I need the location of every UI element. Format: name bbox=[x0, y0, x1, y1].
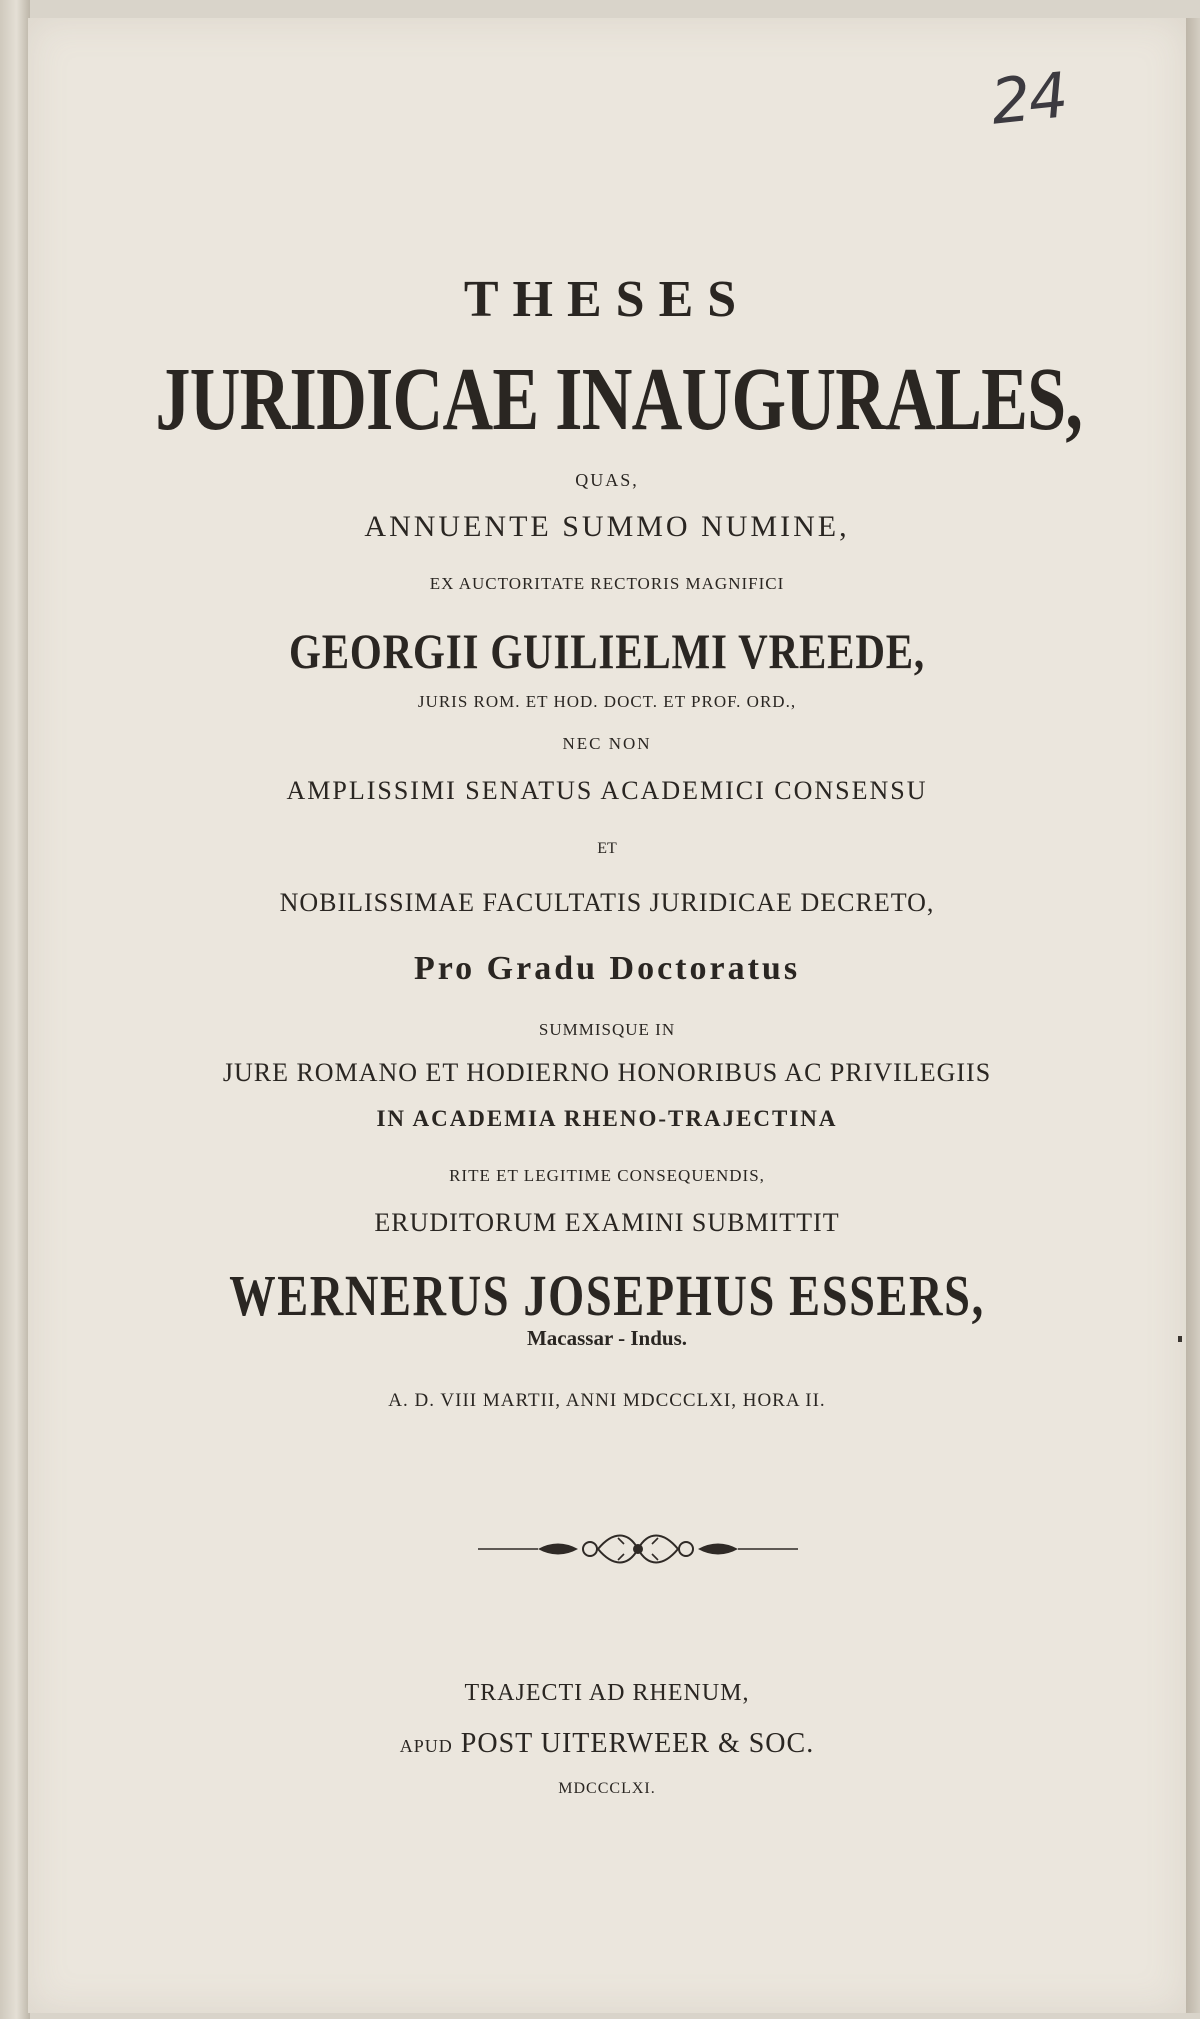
author-origin: Macassar - Indus. bbox=[526, 1326, 688, 1350]
title-theses: THESES bbox=[463, 271, 751, 328]
rector-name: GEORGII GUILIELMI VREEDE, bbox=[288, 623, 926, 679]
margin-mark bbox=[1178, 1336, 1182, 1342]
line-et: ET bbox=[597, 840, 617, 857]
imprint-place: TRAJECTI AD RHENUM, bbox=[464, 1680, 750, 1706]
line-nec-non: NEC NON bbox=[562, 734, 652, 753]
line-senatus: AMPLISSIMI SENATUS ACADEMICI CONSENSU bbox=[286, 776, 928, 805]
line-rite: RITE ET LEGITIME CONSEQUENDIS, bbox=[449, 1166, 765, 1185]
line-jure: JURE ROMANO ET HODIERNO HONORIBUS AC PRIVILEGIIS bbox=[222, 1058, 992, 1087]
line-quas: QUAS, bbox=[575, 470, 639, 490]
imprint-publisher: POST UITERWEER & SOC. bbox=[460, 1728, 815, 1759]
book-spine bbox=[0, 0, 30, 2019]
line-ex-auctoritate: EX AUCTORITATE RECTORIS MAGNIFICI bbox=[429, 574, 785, 593]
line-eruditorum: ERUDITORUM EXAMINI SUBMITTIT bbox=[374, 1208, 840, 1237]
author-name: WERNERUS JOSEPHUS ESSERS, bbox=[229, 1263, 985, 1328]
typographic-ornament bbox=[478, 1526, 798, 1572]
line-pro-gradu: Pro Gradu Doctoratus bbox=[413, 950, 801, 987]
rector-title: JURIS ROM. ET HOD. DOCT. ET PROF. ORD., bbox=[417, 692, 797, 711]
defense-date: A. D. VIII MARTII, ANNI MDCCCLXI, HORA II. bbox=[388, 1390, 826, 1411]
imprint-year: MDCCCLXI. bbox=[558, 1780, 656, 1797]
handwritten-shelfmark: 24 bbox=[987, 58, 1070, 139]
line-summisque: SUMMISQUE IN bbox=[538, 1020, 676, 1039]
line-facultatis: NOBILISSIMAE FACULTATIS JURIDICAE DECRETO, bbox=[279, 888, 935, 917]
line-annuente: ANNUENTE SUMMO NUMINE, bbox=[364, 510, 850, 543]
imprint-publisher-line bbox=[28, 1728, 1186, 1760]
title-juridicae: JURIDICAE INAUGURALES, bbox=[155, 350, 1083, 449]
imprint-apud: APUD bbox=[399, 1736, 453, 1756]
line-academia: IN ACADEMIA RHENO-TRAJECTINA bbox=[376, 1106, 838, 1131]
title-page bbox=[28, 18, 1186, 2013]
page-edge bbox=[1186, 18, 1200, 2013]
